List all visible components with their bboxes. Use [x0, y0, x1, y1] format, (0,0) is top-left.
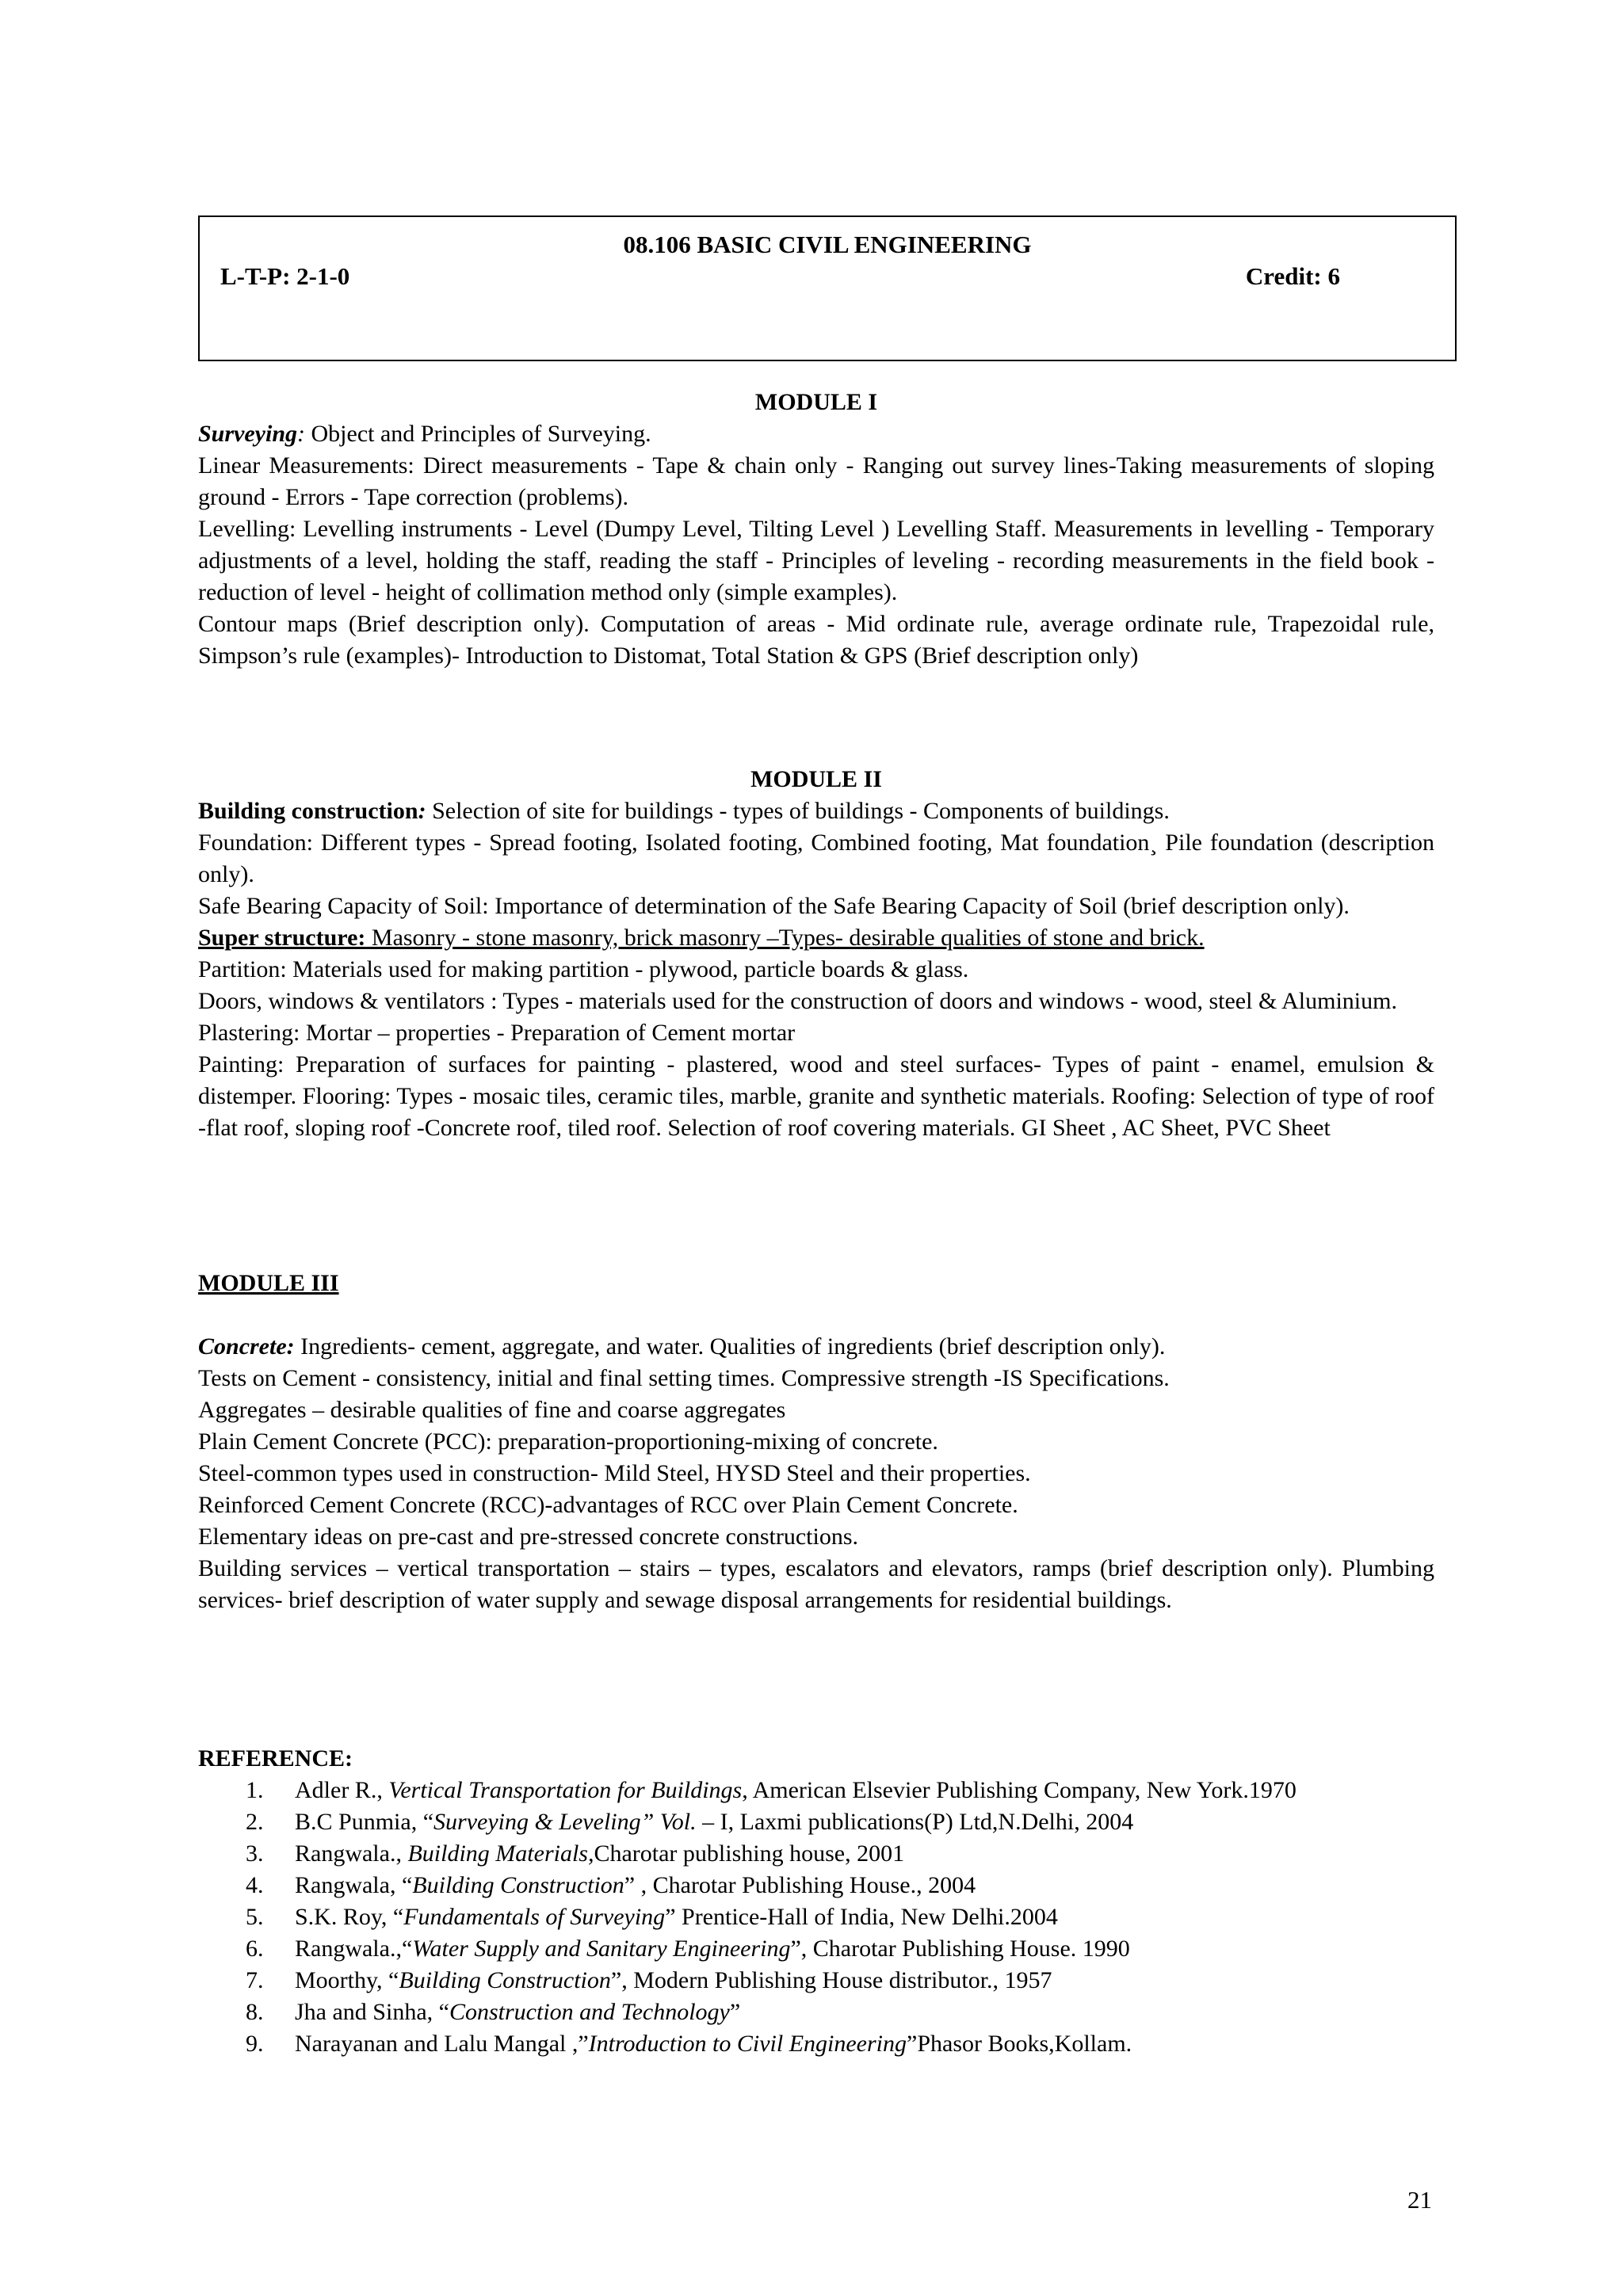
reference-item: 4. Rangwala, “Building Construction” , Charotar Publishing House., 2004	[246, 1872, 976, 1898]
concrete-text: Ingredients- cement, aggregate, and water. Qualities of ingredients (brief description only).	[294, 1333, 1166, 1360]
reference-item: 1. Adler R., Vertical Transportation for Buildings, American Elsevier Publishing Company, New York.1970	[246, 1777, 1296, 1803]
building-construction-line	[198, 795, 1434, 827]
building-construction-label: Building construction	[198, 798, 418, 824]
module-3-heading: MODULE III	[198, 1270, 339, 1296]
reference-item: 8. Jha and Sinha, “Construction and Technology”	[246, 1999, 741, 2025]
course-header-box	[198, 215, 1457, 361]
precast-paragraph: Elementary ideas on pre-cast and pre-stressed concrete constructions.	[198, 1524, 858, 1550]
building-construction-colon: :	[418, 798, 426, 824]
contour-paragraph: Contour maps (Brief description only). Computation of areas - Mid ordinate rule, average ordinate rule, Trapezoidal rule, Simpson’s rule (examples)- Introduction to Distomat, Total Station & GPS (Brief description only)	[198, 611, 1434, 669]
reference-item: 2. B.C Punmia, “Surveying & Leveling” Vol. – I, Laxmi publications(P) Ltd,N.Delhi, 2004	[246, 1809, 1134, 1835]
painting-paragraph: Painting: Preparation of surfaces for painting - plastered, wood and steel surfaces- Types of paint - enamel, emulsion & distemper. Flooring: Types - mosaic tiles, ceramic tiles, marble, granite and synthetic materials. Roofing: Selection of type of roof -flat roof, sloping roof -Concrete roof, tiled roof. Selection of roof covering materials. GI Sheet , AC Sheet, PVC Sheet	[198, 1051, 1434, 1141]
super-structure-label: Super structure:	[198, 925, 366, 951]
safe-bearing-paragraph: Safe Bearing Capacity of Soil: Importance of determination of the Safe Bearing Capacity of Soil (brief description only).	[198, 893, 1350, 919]
levelling-paragraph: Levelling: Levelling instruments - Level (Dumpy Level, Tilting Level ) Levelling Staff. Measurements in levelling - Temporary adjustments of a level, holding the staff, reading the staff - Principles of leveling - recording measurements in the field book - reduction of level - height of collimation method only (simple examples).	[198, 516, 1434, 605]
concrete-label: Concrete:	[198, 1333, 295, 1360]
reference-item: 6. Rangwala.,“Water Supply and Sanitary Engineering”, Charotar Publishing House. 1990	[246, 1936, 1130, 1962]
surveying-text: Object and Principles of Surveying.	[305, 421, 651, 447]
tests-paragraph: Tests on Cement - consistency, initial and final setting times. Compressive strength -IS Specifications.	[198, 1365, 1170, 1391]
references-list	[198, 1775, 1434, 2060]
module-3-section	[198, 1268, 1434, 1299]
plastering-paragraph: Plastering: Mortar – properties - Preparation of Cement mortar	[198, 1020, 796, 1046]
reference-item: 5. S.K. Roy, “Fundamentals of Surveying” Prentice-Hall of India, New Delhi.2004	[246, 1904, 1058, 1930]
foundation-paragraph: Foundation: Different types - Spread footing, Isolated footing, Combined footing, Mat foundation¸ Pile foundation (description only).	[198, 830, 1434, 887]
module-1-heading: MODULE I	[754, 389, 878, 415]
reference-item: 7. Moorthy, “Building Construction”, Modern Publishing House distributor., 1957	[246, 1967, 1052, 1993]
building-services-paragraph: Building services – vertical transportation – stairs – types, escalators and elevators, ramps (brief description only). Plumbing services- brief description of water supply and sewage disposal arrangements for residential buildings.	[198, 1555, 1434, 1613]
page-number: 21	[1407, 2186, 1432, 2214]
surveying-label: Surveying	[198, 421, 298, 447]
module-2-section	[198, 764, 1434, 1144]
linear-measurements-paragraph: Linear Measurements: Direct measurements - Tape & chain only - Ranging out survey lines-Taking measurements of sloping ground - Errors - Tape correction (problems).	[198, 452, 1434, 510]
super-structure-text: Masonry - stone masonry, brick masonry –Types- desirable qualities of stone and brick.	[365, 925, 1205, 951]
references-section	[198, 1743, 1434, 2060]
super-structure-line	[198, 922, 1434, 954]
module-1-section	[198, 387, 1434, 672]
course-title: 08.106 BASIC CIVIL ENGINEERING	[623, 231, 1032, 258]
steel-paragraph: Steel-common types used in construction- Mild Steel, HYSD Steel and their properties.	[198, 1460, 1031, 1486]
credit-label: Credit: 6	[1245, 262, 1340, 290]
module-3-body	[198, 1331, 1434, 1616]
doors-paragraph: Doors, windows & ventilators : Types - materials used for the construction of doors and windows - wood, steel & Aluminium.	[198, 988, 1397, 1014]
reference-item: 3. Rangwala., Building Materials,Charotar publishing house, 2001	[246, 1840, 905, 1867]
rcc-paragraph: Reinforced Cement Concrete (RCC)-advantages of RCC over Plain Cement Concrete.	[198, 1492, 1018, 1518]
reference-item: 9. Narayanan and Lalu Mangal ,”Introduction to Civil Engineering”Phasor Books,Kollam.	[246, 2031, 1132, 2057]
concrete-line	[198, 1331, 1434, 1363]
surveying-line	[198, 418, 1434, 450]
module-2-heading: MODULE II	[750, 766, 882, 792]
surveying-colon: :	[297, 421, 306, 447]
building-construction-text: Selection of site for buildings - types of buildings - Components of buildings.	[426, 798, 1170, 824]
ltp-label: L-T-P: 2-1-0	[220, 262, 350, 290]
aggregates-paragraph: Aggregates – desirable qualities of fine and coarse aggregates	[198, 1397, 786, 1423]
pcc-paragraph: Plain Cement Concrete (PCC): preparation-proportioning-mixing of concrete.	[198, 1428, 938, 1455]
partition-paragraph: Partition: Materials used for making partition - plywood, particle boards & glass.	[198, 956, 969, 982]
references-heading: REFERENCE:	[198, 1745, 353, 1772]
